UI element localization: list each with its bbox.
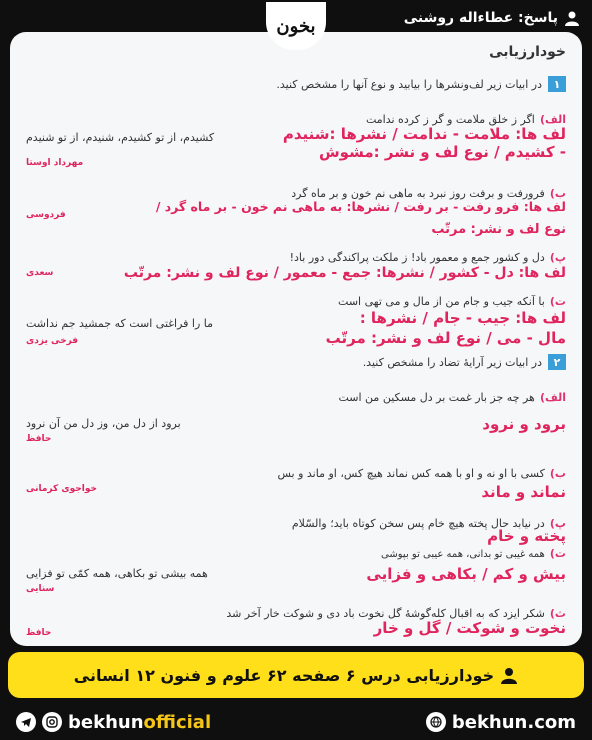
lesson-banner-text: خودارزیابی درس ۶ صفحه ۶۲ علوم و فنون ۱۲ انسانی (73, 665, 495, 685)
verse-line: همه بیشی تو بکاهی، همه کمّی تو فزایی (26, 567, 208, 580)
website-text[interactable]: bekhun.com (451, 711, 576, 733)
item-letter: ب) (549, 187, 566, 200)
verse-line: هر چه جز بار غمت بر دل مسکین من است (338, 391, 535, 404)
lesson-banner (8, 652, 584, 698)
verse-line: با آنکه جیب و جام من از مال و می تهی است (338, 295, 545, 308)
answer-line: پخته و خام (487, 527, 566, 545)
social-handle-text[interactable] (68, 712, 211, 733)
verse-line: کشیدم، از تو کشیدم، شنیدم، از تو شنیدم (26, 131, 215, 144)
answer-line: مال - می / نوع لف و نشر: مرتّب (325, 329, 566, 347)
answer-line: لف ها: فرو رفت - بر رفت / نشرها: به ماهی نم خون - بر ماه گرد / (155, 199, 566, 214)
telegram-icon[interactable] (16, 712, 36, 732)
q1-item-be (26, 182, 566, 238)
poet-name: مهرداد اوستا (26, 158, 84, 168)
q2-item-the (26, 602, 566, 646)
verse-line: فرورفت و برفت روز نبرد به ماهی نم خون و بر ماه گرد (291, 187, 545, 200)
poet-name: فرخی یزدی (26, 336, 79, 346)
verse-line: شکر ایزد که به اقبال کله‌گوشهٔ گل نخوت باد دی و شوکت خار آخر شد (226, 607, 545, 620)
poet-name: سنایی (26, 584, 55, 594)
answerer-name: پاسخ: عطاءاله روشنی (403, 10, 558, 26)
q1-item-pe (26, 246, 566, 286)
q1-item-te (26, 290, 566, 352)
item-letter: ت) (549, 295, 566, 308)
q2-item-alef (26, 386, 566, 456)
verse-line: برود از دل من، وز دل من آن نرود (26, 417, 181, 430)
verse-line: ما را فراغتی است که جمشید جم نداشت (26, 317, 214, 330)
verse-line: در نیابد حال پخته هیچ خام پس سخن کوتاه باید؛ والسّلام (291, 517, 545, 530)
social-handles[interactable] (16, 712, 211, 733)
question-text: در ابیات زیر لف‌ونشرها را بیابید و نوع آنها را مشخص کنید. (276, 77, 542, 91)
answer-line: لف ها: جیب - جام / نشرها : (359, 309, 566, 327)
verse-line: همه غیبی تو بدانی، همه عیبی تو بپوشی (381, 549, 545, 560)
verse-line: دل و کشور جمع و معمور باد! ز ملکت پراکندگی دور باد! (289, 251, 545, 264)
page-title: خودارزیابی (489, 44, 566, 60)
social-footer (0, 708, 592, 736)
item-letter: الف) (539, 391, 566, 404)
answer-line: - کشیدم / نوع لف و نشر :مشوش (318, 143, 566, 161)
item-letter: ت) (549, 547, 566, 560)
poet-name: حافظ (26, 628, 52, 638)
question-number: ۲ (548, 354, 566, 370)
answer-line: بیش و کم / بکاهی و فزایی (366, 565, 566, 583)
logo-text: بخون (276, 15, 316, 37)
answer-line: نماند و ماند (481, 483, 566, 501)
handle-part-b: official (143, 711, 212, 733)
question-1 (276, 76, 566, 92)
answer-line: نخوت و شوکت / گل و خار (373, 619, 566, 637)
answer-line: لف ها: دل - کشور / نشرها: جمع - معمور / نوع لف و نشر: مرتّب (123, 265, 566, 281)
verse-line: اگر ز خلق ملامت و گر ز کرده ندامت (365, 113, 535, 126)
answer-line: لف ها: ملامت - ندامت / نشرها :شنیدم (282, 125, 566, 143)
verse-line: کسی با او نه و او با همه کس نماند هیچ کس، او ماند و بس (277, 467, 545, 480)
item-letter: پ) (549, 251, 566, 264)
question-number: ۱ (548, 76, 566, 92)
item-letter: پ) (549, 517, 566, 530)
student-icon (500, 666, 518, 684)
globe-icon (426, 712, 446, 732)
item-letter: ب) (549, 467, 566, 480)
q2-item-be (26, 462, 566, 512)
answer-line: برود و نرود (482, 415, 566, 433)
user-icon (564, 10, 580, 26)
instagram-icon[interactable] (42, 712, 62, 732)
question-text: در ابیات زیر آرایهٔ تضاد را مشخص کنید. (362, 355, 542, 369)
answer-line: نوع لف و نشر: مرتّب (431, 222, 566, 237)
poet-name: خواجوی کرمانی (26, 484, 97, 494)
poet-name: فردوسی (26, 210, 66, 220)
website-link[interactable] (426, 712, 576, 733)
answer-sheet (10, 32, 582, 646)
q1-item-alef (26, 108, 566, 170)
item-letter: ث) (549, 607, 566, 620)
poet-name: حافظ (26, 434, 52, 444)
poet-name: سعدی (26, 268, 54, 278)
handle-part-a: bekhun (68, 711, 144, 733)
item-letter: الف) (539, 113, 566, 126)
question-2 (363, 354, 566, 370)
